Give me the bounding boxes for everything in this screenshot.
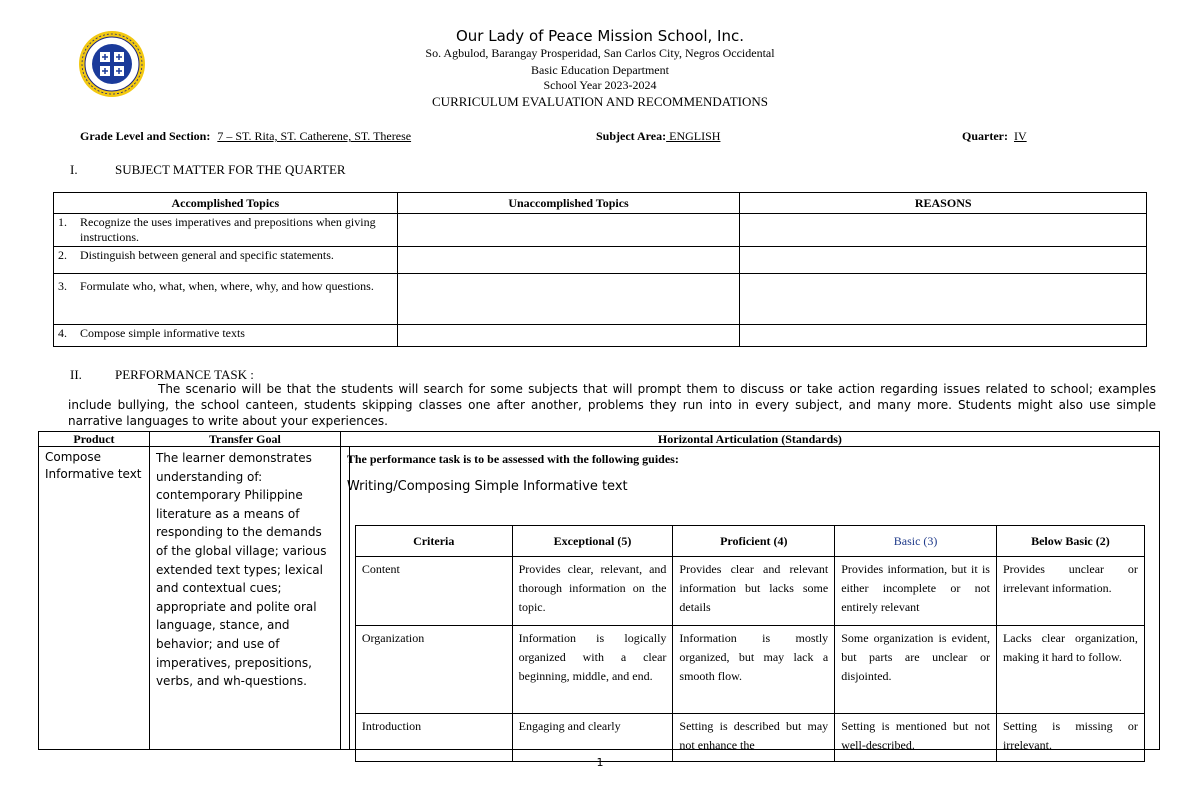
topic-number: 4. — [58, 326, 67, 340]
grade-level-value: 7 – ST. Rita, ST. Catherene, ST. Therese — [217, 129, 412, 143]
performance-task-table — [38, 431, 1160, 750]
rubric-exceptional: Engaging and clearly — [512, 714, 673, 762]
reasons-cell — [740, 325, 1147, 347]
rubric-header-criteria: Criteria — [355, 526, 512, 557]
rubric-row — [355, 626, 1144, 714]
header-horizontal-articulation: Horizontal Articulation (Standards) — [340, 432, 1159, 447]
table-header-row — [54, 193, 1147, 214]
table-row — [54, 325, 1147, 347]
rubric-basic: Some organization is evident, but parts are unclear or disjointed. — [835, 626, 997, 714]
rubric-table — [355, 525, 1145, 762]
section-1-number: I. — [70, 162, 78, 177]
table-row — [54, 274, 1147, 325]
section-2-number: II. — [70, 367, 82, 382]
department: Basic Education Department — [531, 63, 669, 77]
table-header-row — [39, 432, 1160, 447]
header-product: Product — [39, 432, 150, 447]
rubric-row — [355, 714, 1144, 762]
subject-area-label: Subject Area: — [596, 129, 667, 143]
rubric-exceptional: Information is logically organized with a clear beginning, middle, and end. — [512, 626, 673, 714]
unaccomplished-cell — [397, 274, 740, 325]
table-row — [39, 447, 1160, 750]
header-transfer-goal: Transfer Goal — [149, 432, 340, 447]
reasons-cell — [740, 274, 1147, 325]
rubric-basic: Provides information, but it is either incomplete or not entirely relevant — [835, 557, 997, 626]
rubric-criteria: Organization — [355, 626, 512, 714]
product-text: Compose Informative text — [45, 450, 142, 481]
section-1-title: SUBJECT MATTER FOR THE QUARTER — [115, 162, 346, 177]
unaccomplished-cell — [397, 325, 740, 347]
rubric-row — [355, 557, 1144, 626]
unaccomplished-cell — [397, 214, 740, 247]
scenario-paragraph: The scenario will be that the students will search for some subjects that will prompt them to discuss or take action regarding issues related to school; examples include bullying, the school canteen, students skipping classes one after another, problems they run into in every subject, and many more. Students might also use simple narrative languages to write about your experiences. — [68, 382, 1156, 428]
unaccomplished-cell — [397, 247, 740, 274]
document-title: CURRICULUM EVALUATION AND RECOMMENDATIONS — [432, 94, 768, 109]
standards-cell — [340, 447, 1159, 750]
topic-number: 1. — [58, 215, 67, 229]
rubric-criteria: Content — [355, 557, 512, 626]
rubric-header-exceptional: Exceptional (5) — [512, 526, 673, 557]
topic-text: Compose simple informative texts — [80, 326, 245, 340]
reasons-cell — [740, 214, 1147, 247]
header-accomplished-topics: Accomplished Topics — [54, 193, 398, 214]
rubric-basic: Setting is mentioned but not well-described. — [835, 714, 997, 762]
rubric-exceptional: Provides clear, relevant, and thorough information on the topic. — [512, 557, 673, 626]
table-row — [54, 214, 1147, 247]
transfer-goal-cell — [149, 447, 340, 750]
subject-matter-table — [53, 192, 1147, 347]
topic-text: Recognize the uses imperatives and prepositions when giving instructions. — [80, 215, 376, 244]
school-address: So. Agbulod, Barangay Prosperidad, San Carlos City, Negros Occidental — [425, 46, 775, 60]
rubric-proficient: Setting is described but may not enhance the — [673, 714, 835, 762]
topic-cell — [54, 247, 398, 274]
rubric-below-basic: Provides unclear or irrelevant information. — [996, 557, 1144, 626]
table-row — [54, 247, 1147, 274]
subject-area-field — [596, 129, 720, 144]
school-year: School Year 2023-2024 — [543, 78, 657, 92]
reasons-cell — [740, 247, 1147, 274]
rubric-title: Writing/Composing Simple Informative text — [346, 479, 628, 494]
rubric-below-basic: Lacks clear organization, making it hard to follow. — [996, 626, 1144, 714]
topic-number: 3. — [58, 279, 67, 293]
product-cell — [39, 447, 150, 750]
topic-number: 2. — [58, 248, 67, 262]
rubric-header-row — [355, 526, 1144, 557]
quarter-value: IV — [1013, 129, 1027, 143]
rubric-below-basic: Setting is missing or irrelevant. — [996, 714, 1144, 762]
rubric-criteria: Introduction — [355, 714, 512, 762]
grade-level-label: Grade Level and Section: — [80, 129, 211, 143]
header-unaccomplished-topics: Unaccomplished Topics — [397, 193, 740, 214]
topic-text: Formulate who, what, when, where, why, and how questions. — [80, 279, 374, 293]
guide-text: The performance task is to be assessed with the following guides: — [346, 452, 679, 466]
topic-cell — [54, 274, 398, 325]
header-reasons: REASONS — [740, 193, 1147, 214]
rubric-proficient: Provides clear and relevant information but lacks some details — [673, 557, 835, 626]
school-seal-logo — [78, 30, 146, 98]
cell-divider — [341, 447, 350, 750]
rubric-header-basic: Basic (3) — [835, 526, 997, 557]
grade-level-field — [80, 129, 411, 144]
school-name: Our Lady of Peace Mission School, Inc. — [455, 27, 744, 45]
subject-area-value: ENGLISH — [666, 129, 721, 143]
rubric-header-proficient: Proficient (4) — [673, 526, 835, 557]
page-number: 1 — [596, 756, 604, 769]
quarter-label: Quarter: — [962, 129, 1008, 143]
topic-cell — [54, 325, 398, 347]
topic-cell — [54, 214, 398, 247]
topic-text: Distinguish between general and specific statements. — [80, 248, 334, 262]
section-2-title: PERFORMANCE TASK : — [115, 367, 254, 382]
rubric-proficient: Information is mostly organized, but may lack a smooth flow. — [673, 626, 835, 714]
transfer-goal-text: The learner demonstrates understanding of: contemporary Philippine literature as a means of responding to the demands of the global village; various extended text types; lexical and contextual cues; appropriate and polite oral language, stance, and behavior; and use of imperatives, prepositions, verbs, and wh-questions. — [155, 451, 327, 689]
rubric-header-below-basic: Below Basic (2) — [996, 526, 1144, 557]
quarter-field — [962, 129, 1027, 144]
